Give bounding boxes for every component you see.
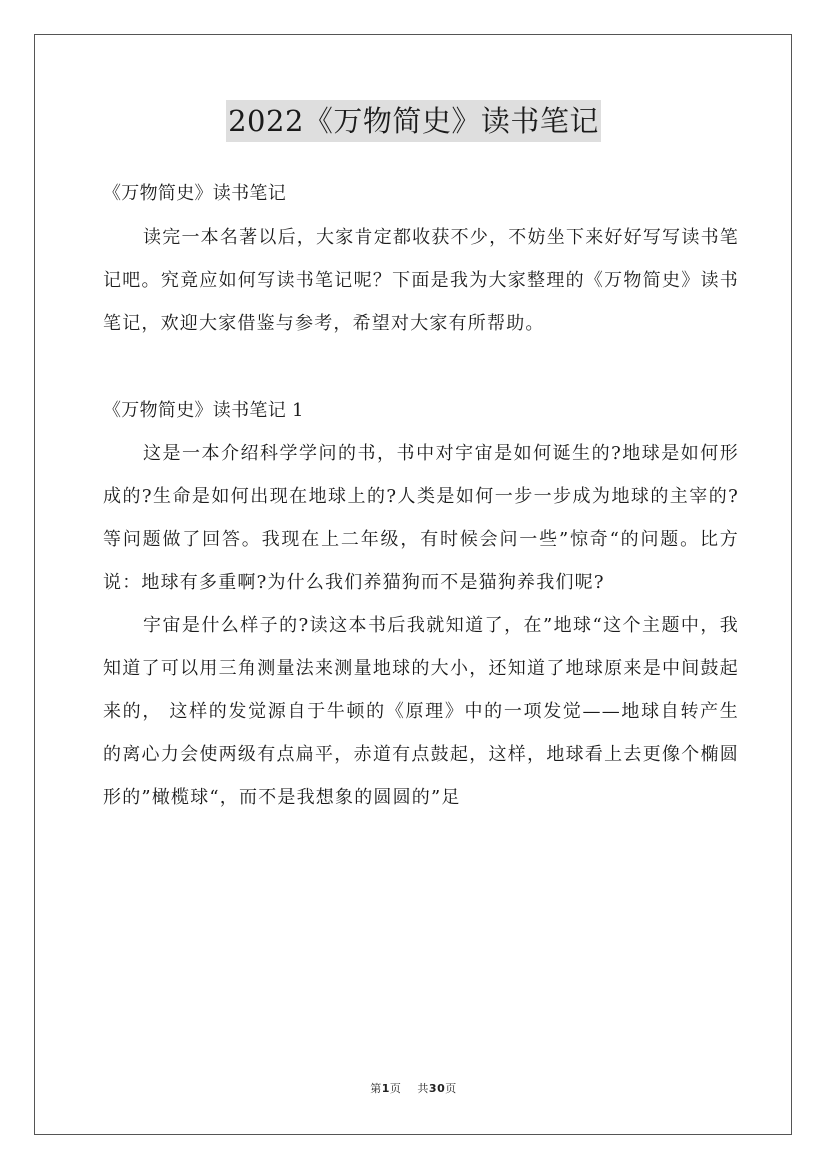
page-footer [0, 1080, 827, 1096]
spacer [103, 345, 739, 389]
intro-heading: 《万物简史》读书笔记 [103, 183, 286, 204]
document-body [103, 172, 739, 819]
footer-total-prefix: 共 [417, 1082, 429, 1095]
intro-paragraph: 读完一本名著以后，大家肯定都收获不少，不妨坐下来好好写写读书笔记吧。究竟应如何写读书笔记呢？下面是我为大家整理的《万物简史》读书笔记，欢迎大家借鉴与参考，希望对大家有所帮助。 [103, 227, 739, 334]
document-title-text: 2022《万物简史》读书笔记 [226, 100, 601, 142]
footer-page-suffix: 页 [389, 1082, 402, 1095]
document-title [0, 100, 827, 142]
footer-total-suffix: 页 [445, 1082, 457, 1095]
footer-page-prefix: 第 [370, 1082, 382, 1095]
section-heading: 《万物简史》读书笔记 1 [103, 400, 304, 421]
body-paragraph-2: 宇宙是什么样子的?读这本书后我就知道了，在”地球“这个主题中，我知道了可以用三角测量法来测量地球的大小，还知道了地球原来是中间鼓起来的， 这样的发觉源自于牛顿的《原理》中的一项发觉——地球自转产生的离心力会使两级有点扁平，赤道有点鼓起，这样，地球看上去更像个椭圆形的”橄榄球“，而不是我想象的圆圆的”足 [103, 615, 739, 808]
body-paragraph-1: 这是一本介绍科学学问的书，书中对宇宙是如何诞生的?地球是如何形成的?生命是如何出现在地球上的?人类是如何一步一步成为地球的主宰的?等问题做了回答。我现在上二年级，有时候会问一些”惊奇“的问题。比方说：地球有多重啊?为什么我们养猫狗而不是猫狗养我们呢? [103, 443, 739, 593]
footer-total-pages: 30 [428, 1082, 446, 1095]
footer-page-number: 1 [381, 1082, 390, 1095]
